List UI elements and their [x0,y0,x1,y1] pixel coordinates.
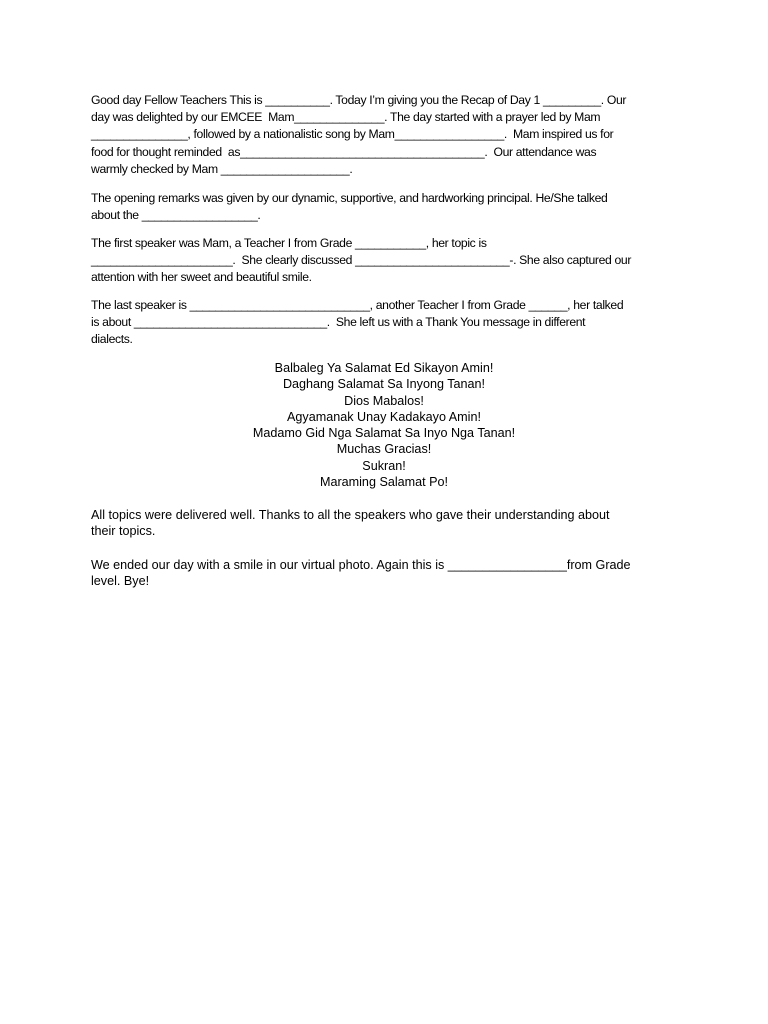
last-speaker-paragraph: The last speaker is ____________________________, another Teacher I from Grade ______, her talked is about ______________________________. She left us with a Thank You message in different dialects. [91,298,624,347]
thank-you-line: Sukran! [362,458,406,473]
thank-you-line: Daghang Salamat Sa Inyong Tanan! [282,377,486,392]
thank-you-line: Muchas Gracias! [336,442,432,457]
thank-you-dialect-list [91,360,677,490]
thank-you-line: Maraming Salamat Po! [319,475,449,490]
first-speaker-paragraph: The first speaker was Mam, a Teacher I from Grade ___________, her topic is ______________________. She clearly discussed ________________________-. She also captured our attention with her sweet and beautiful smile. [91,236,632,285]
thank-you-line: Agyamanak Unay Kadakayo Amin! [287,409,481,424]
thank-you-line: Madamo Gid Nga Salamat Sa Inyo Nga Tanan! [252,426,516,441]
topics-summary-paragraph: All topics were delivered well. Thanks to all the speakers who gave their understanding about their topics. [91,508,610,538]
closing-paragraph: We ended our day with a smile in our virtual photo. Again this is _________________from Grade level. Bye! [91,558,631,588]
thank-you-line: Balbaleg Ya Salamat Ed Sikayon Amin! [274,361,494,375]
recap-intro-paragraph: Good day Fellow Teachers This is __________. Today I’m giving you the Recap of Day 1 _________. Our day was delighted by our EMCEE Mam______________. The day started with a prayer led by Mam _______________, followed by a nationalistic song by Mam_________________. Mam inspired us for food for thought reminded as______________________________________. Our attendance was warmly checked by Mam ____________________. [91,93,627,176]
opening-remarks-paragraph: The opening remarks was given by our dynamic, supportive, and hardworking principal. He/She talked about the __________________. [91,191,608,223]
thank-you-line: Dios Mabalos! [344,393,424,408]
